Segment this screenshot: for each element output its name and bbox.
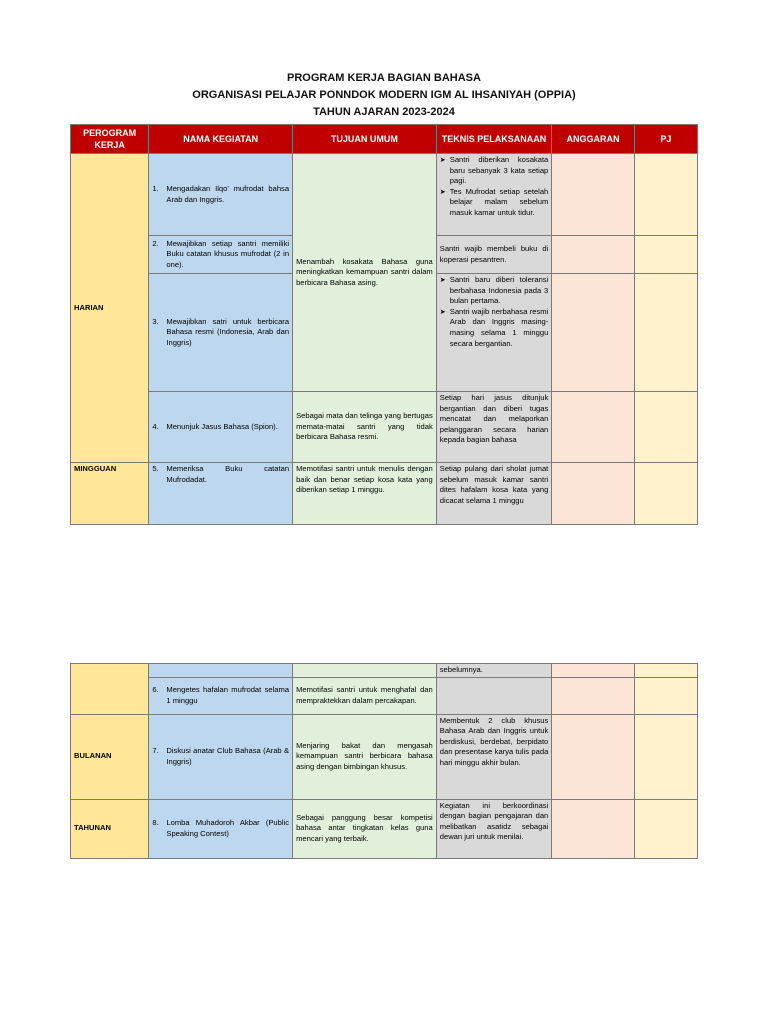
technique-cell: Kegiatan ini berkoordinasi dengan bagian pengajaran dan melibatkan asatidz sebagai dewan juri untuk menilai. xyxy=(436,799,552,858)
table-row xyxy=(71,677,698,714)
pj-cell xyxy=(634,799,697,858)
header-anggaran: ANGGARAN xyxy=(552,125,634,154)
technique-cell: Santri wajib membeli buku di koperasi pesantren. xyxy=(436,236,552,274)
table-row xyxy=(71,664,698,678)
activity-name: Lomba Muhadoroh Akbar (Public Speaking Contest) xyxy=(166,818,290,838)
header-nama-kegiatan: NAMA KEGIATAN xyxy=(149,125,293,154)
pj-cell xyxy=(634,664,697,678)
table-row xyxy=(71,392,698,463)
work-program-table-page-1 xyxy=(70,124,698,525)
activity-cell xyxy=(149,236,293,274)
budget-cell xyxy=(552,274,634,392)
activity-cell xyxy=(149,154,293,236)
activity-cell xyxy=(149,463,293,525)
activity-name: Memeriksa Buku catatan Mufrodadat. xyxy=(166,464,290,484)
table-row xyxy=(71,714,698,799)
program-cell xyxy=(71,664,149,715)
document-title-block xyxy=(0,70,768,121)
pj-cell xyxy=(634,463,697,525)
technique-cell: Membentuk 2 club khusus Bahasa Arab dan Inggris untuk berdiskusi, berdebat, berpidato dan presentase karya tulis pada hari minggu akhir bulan. xyxy=(436,714,552,799)
activity-cell xyxy=(149,274,293,392)
activity-name: Menunjuk Jasus Bahasa (Spion). xyxy=(166,421,278,431)
budget-cell xyxy=(552,392,634,463)
goal-cell: Menambah kosakata Bahasa guna meningkatkan kemampuan santri dalam berbicara Bahasa asing. xyxy=(293,154,437,392)
budget-cell xyxy=(552,463,634,525)
activity-cell xyxy=(149,392,293,463)
title-line-1: PROGRAM KERJA BAGIAN BAHASA xyxy=(287,72,481,84)
activity-name: Mewajibkan setiap santri memiliki Buku catatan khusus mufrodat (2 in one). xyxy=(166,238,290,269)
program-mingguan: MINGGUAN xyxy=(71,463,149,525)
technique-cell: sebelumnya. xyxy=(436,664,552,678)
activity-name: Mewajibkan satri untuk berbicara Bahasa resmi (Indonesia, Arab dan Inggris) xyxy=(166,316,290,347)
goal-cell: Menjaring bakat dan mengasah kemampuan santri berbicara bahasa asing dengan bimbingan khusus. xyxy=(293,714,437,799)
budget-cell xyxy=(552,664,634,678)
activity-number: 6. xyxy=(152,685,159,694)
activity-name: Diskusi anatar Club Bahasa (Arab & Inggris) xyxy=(166,746,290,766)
table-row xyxy=(71,463,698,525)
title-line-3: TAHUN AJARAN 2023-2024 xyxy=(313,106,455,118)
activity-number: 3. xyxy=(152,316,159,326)
technique-bullet: ➤ Santri baru diberi toleransi berbahasa Indonesia pada 3 bulan pertama. xyxy=(440,275,549,307)
technique-bullet: ➤ Tes Mufrodat setiap setelah belajar malam sebelum masuk kamar untuk tidur. xyxy=(440,187,549,219)
activity-number: 7. xyxy=(152,746,159,755)
activity-cell xyxy=(149,714,293,799)
pj-cell xyxy=(634,677,697,714)
header-teknis-pelaksanaan: TEKNIS PELAKSANAAN xyxy=(436,125,552,154)
activity-number: 4. xyxy=(152,421,159,431)
activity-cell xyxy=(149,664,293,678)
pj-cell xyxy=(634,154,697,236)
header-pj: PJ xyxy=(634,125,697,154)
program-harian: HARIAN xyxy=(71,154,149,463)
program-bulanan: BULANAN xyxy=(71,714,149,799)
table-header-row xyxy=(71,125,698,154)
technique-cell xyxy=(436,677,552,714)
activity-name: Mengetes hafalan mufrodat selama 1 minggu xyxy=(166,685,290,705)
header-tujuan-umum: TUJUAN UMUM xyxy=(293,125,437,154)
technique-bullet: ➤ Santri wajib nerbahasa resmi Arab dan Inggris masing-masing selama 1 minggu secara bergantian. xyxy=(440,307,549,349)
work-program-table-page-2 xyxy=(70,663,698,859)
goal-cell: Sebagai panggung besar kompetisi bahasa antar tingkatan kelas guna mencari yang terbaik. xyxy=(293,799,437,858)
activity-number: 8. xyxy=(152,818,159,827)
budget-cell xyxy=(552,714,634,799)
budget-cell xyxy=(552,677,634,714)
activity-number: 5. xyxy=(152,464,159,473)
pj-cell xyxy=(634,236,697,274)
program-tahunan: TAHUNAN xyxy=(71,799,149,858)
activity-number: 1. xyxy=(152,183,159,193)
goal-cell: Memotifasi santri untuk menghafal dan mempraktekkan dalam percakapan. xyxy=(293,677,437,714)
pj-cell xyxy=(634,392,697,463)
activity-cell xyxy=(149,799,293,858)
budget-cell xyxy=(552,236,634,274)
technique-cell xyxy=(436,274,552,392)
table-row xyxy=(71,799,698,858)
goal-cell: Sebagai mata dan telinga yang bertugas memata-matai santri yang tidak berbicara Bahasa resmi. xyxy=(293,392,437,463)
budget-cell xyxy=(552,799,634,858)
header-program: PEROGRAM KERJA xyxy=(71,125,149,154)
table-row xyxy=(71,154,698,236)
goal-cell xyxy=(293,664,437,678)
goal-cell: Memotifasi santri untuk menulis dengan baik dan benar setiap kosa kata yang diberikan setiap 1 minggu. xyxy=(293,463,437,525)
title-line-2: ORGANISASI PELAJAR PONNDOK MODERN IGM AL IHSANIYAH (OPPIA) xyxy=(192,89,576,101)
technique-cell: Setiap hari jasus ditunjuk bergantian dan diberi tugas mencatat dan melaporkan pelanggaran secara harian kepada bagian bahasa xyxy=(436,392,552,463)
budget-cell xyxy=(552,154,634,236)
pj-cell xyxy=(634,274,697,392)
technique-cell: Setiap pulang dari sholat jumat sebelum masuk kamar santri dites hafalam kosa kata yang dicacat selama 1 minggu xyxy=(436,463,552,525)
technique-cell xyxy=(436,154,552,236)
technique-bullet: ➤ Santri diberikan kosakata baru sebanyak 3 kata setiap pagi. xyxy=(440,155,549,187)
activity-cell xyxy=(149,677,293,714)
pj-cell xyxy=(634,714,697,799)
activity-number: 2. xyxy=(152,238,159,248)
activity-name: Mengadakan Ilqo' mufrodat bahsa Arab dan Inggris. xyxy=(166,183,290,204)
